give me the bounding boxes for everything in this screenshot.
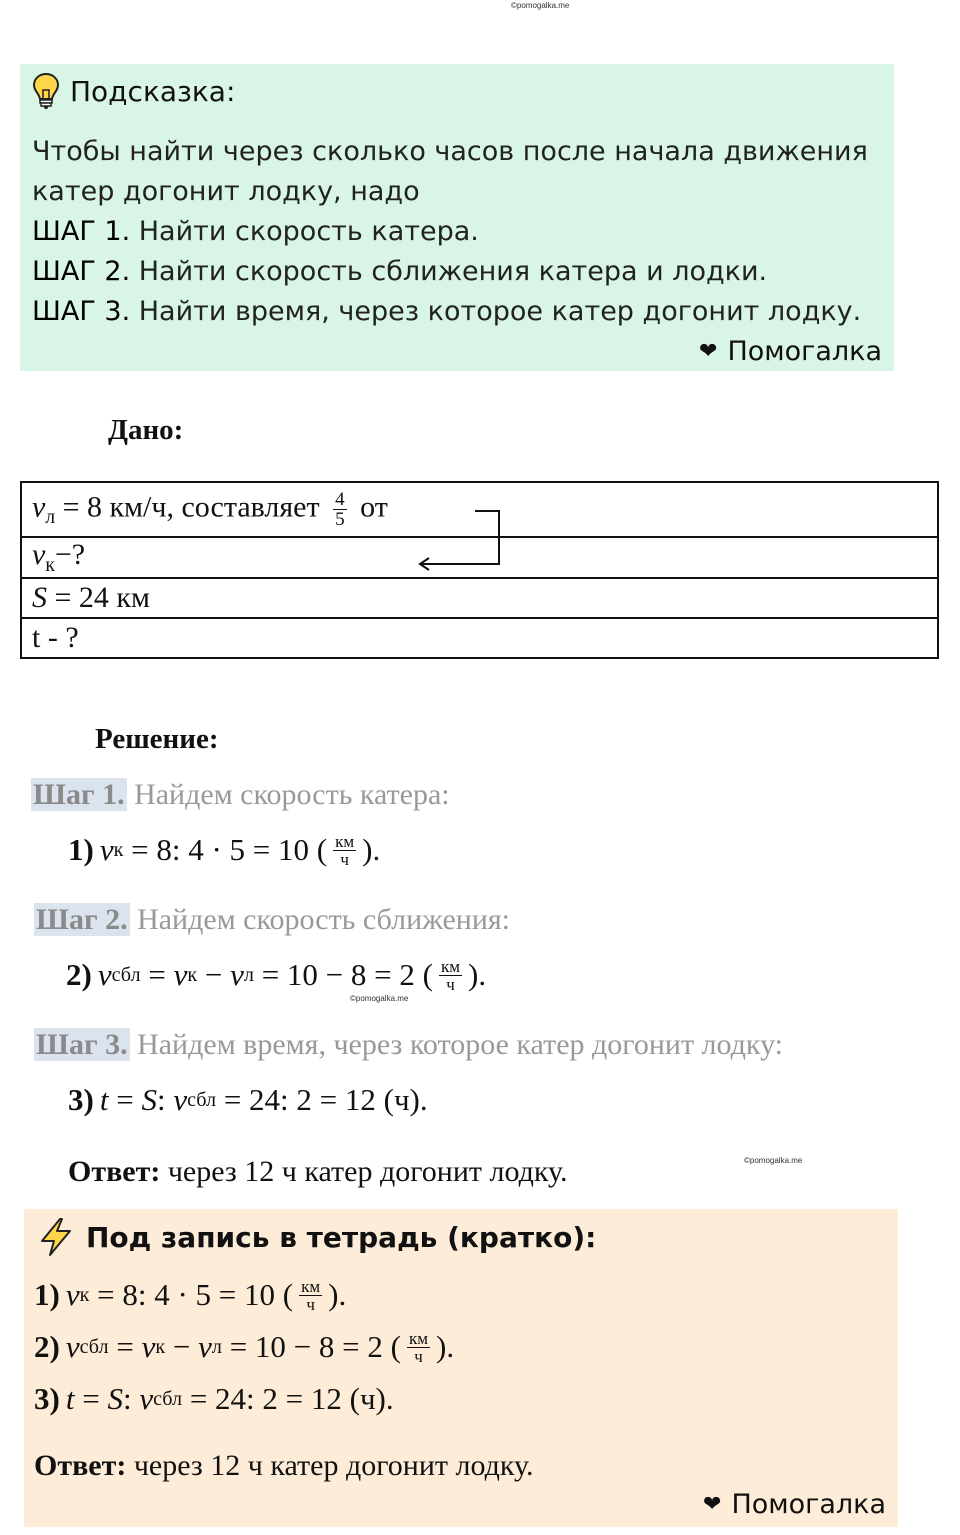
hint-brand bbox=[699, 336, 882, 367]
var-v: v bbox=[141, 1329, 156, 1364]
hint-step-3-label: ШАГ 3. bbox=[32, 296, 131, 327]
watermark-right: ©pomogalka.me bbox=[744, 1156, 803, 1165]
equation-number: 3) bbox=[68, 1082, 94, 1117]
equation-end: ). bbox=[436, 1329, 455, 1364]
equation-number: 1) bbox=[68, 832, 94, 867]
equation-rhs: = 8: 4 · 5 = 10 ( bbox=[123, 832, 328, 867]
given-row bbox=[21, 578, 938, 618]
operator: = bbox=[74, 1381, 108, 1416]
hint-step-3-text: Найти время, через которое катер догонит лодку. bbox=[130, 296, 862, 327]
step-1 bbox=[31, 778, 450, 812]
step-3-label: Шаг 3. bbox=[36, 1028, 128, 1061]
var-v: v bbox=[173, 957, 188, 992]
given-cell-time bbox=[21, 618, 938, 658]
hint-step-2-text: Найти скорость сближения катера и лодки. bbox=[130, 256, 768, 287]
lightbulb-icon bbox=[32, 72, 60, 110]
answer-text: через 12 ч катер догонит лодку. bbox=[126, 1449, 534, 1482]
var-v: v bbox=[99, 832, 114, 867]
var-sub: сбл bbox=[153, 1387, 183, 1410]
var-v: v bbox=[32, 538, 46, 571]
notebook-answer bbox=[34, 1449, 534, 1483]
unit-fraction bbox=[299, 1278, 322, 1313]
fraction-num: км bbox=[301, 1276, 321, 1296]
operator: : bbox=[156, 1082, 174, 1117]
answer-label: Ответ: bbox=[34, 1449, 127, 1482]
step-1-label: Шаг 1. bbox=[33, 778, 125, 811]
var-v: v bbox=[173, 1082, 188, 1117]
unit-fraction bbox=[439, 958, 462, 993]
heart-icon: ❤ bbox=[703, 1492, 722, 1517]
notebook-title-text: Под запись в тетрадь (кратко): bbox=[86, 1220, 597, 1254]
step-3-text: Найдем время, через которое катер догонит лодку: bbox=[129, 1028, 784, 1061]
equation-rhs: = 24: 2 = 12 (ч). bbox=[216, 1082, 428, 1117]
fraction-num: 4 bbox=[335, 488, 345, 510]
equation-number: 1) bbox=[34, 1277, 60, 1312]
var-v: v bbox=[97, 957, 112, 992]
step-2-text: Найдем скорость сближения: bbox=[129, 903, 511, 936]
unit-fraction bbox=[333, 833, 356, 868]
operator: − bbox=[165, 1329, 199, 1364]
var-sub: к bbox=[155, 1335, 166, 1358]
fraction bbox=[333, 490, 347, 529]
answer-label: Ответ: bbox=[68, 1155, 161, 1188]
hint-step-2 bbox=[32, 252, 868, 292]
fraction-num: км bbox=[335, 831, 355, 851]
solution-answer bbox=[68, 1155, 568, 1189]
given-cell-distance bbox=[21, 578, 938, 618]
watermark-top: ©pomogalka.me bbox=[511, 1, 570, 10]
notebook-box bbox=[24, 1209, 898, 1527]
answer-text: через 12 ч катер догонит лодку. bbox=[160, 1155, 568, 1188]
hint-step-2-label: ШАГ 2. bbox=[32, 256, 131, 287]
equation-rhs: = 10 − 8 = 2 ( bbox=[253, 957, 433, 992]
hint-body bbox=[32, 132, 868, 332]
hint-step-3 bbox=[32, 292, 868, 332]
var-sub: к bbox=[45, 554, 55, 576]
hint-step-1-label: ШАГ 1. bbox=[32, 216, 131, 247]
var-v: v bbox=[32, 490, 46, 524]
step-3 bbox=[34, 1028, 783, 1062]
equation-number: 2) bbox=[34, 1329, 60, 1364]
lightning-icon bbox=[36, 1217, 76, 1257]
given-tail: от bbox=[352, 490, 388, 524]
var-sub: сбл bbox=[111, 963, 141, 986]
equation-rhs: = 10 − 8 = 2 ( bbox=[221, 1329, 401, 1364]
hint-title bbox=[32, 72, 235, 110]
hint-title-text: Подсказка: bbox=[70, 74, 236, 108]
step-2 bbox=[34, 903, 510, 937]
step-2-label: Шаг 2. bbox=[36, 903, 128, 936]
hint-line-2: катер догонит лодку, надо bbox=[32, 176, 420, 207]
var-s: S bbox=[141, 1082, 157, 1117]
step-1-text: Найдем скорость катера: bbox=[126, 778, 450, 811]
equation-end: ). bbox=[362, 832, 381, 867]
heart-icon: ❤ bbox=[699, 339, 718, 364]
equation-2 bbox=[66, 957, 486, 993]
equation-rhs: = 8: 4 · 5 = 10 ( bbox=[89, 1277, 294, 1312]
operator: = bbox=[108, 1082, 142, 1117]
given-row bbox=[21, 618, 938, 658]
fraction-den: ч bbox=[340, 849, 349, 869]
fraction-den: ч bbox=[446, 974, 455, 994]
notebook-equation-2 bbox=[34, 1329, 454, 1365]
arrow-icon bbox=[415, 506, 505, 572]
equation-1 bbox=[68, 832, 380, 868]
equation-3 bbox=[68, 1082, 428, 1118]
var-sub: к bbox=[79, 1283, 90, 1306]
unit-fraction bbox=[407, 1330, 430, 1365]
var-t: t bbox=[65, 1381, 75, 1416]
fraction-num: км bbox=[408, 1328, 428, 1348]
var-v: v bbox=[65, 1329, 80, 1364]
var-v: v bbox=[139, 1381, 154, 1416]
var-v: v bbox=[65, 1277, 80, 1312]
notebook-equation-1 bbox=[34, 1277, 346, 1313]
fraction-den: 5 bbox=[335, 508, 345, 530]
watermark-mid: ©pomogalka.me bbox=[350, 994, 409, 1003]
given-text: = 24 км bbox=[47, 580, 150, 614]
var-sub: сбл bbox=[187, 1088, 217, 1111]
var-t: t bbox=[99, 1082, 109, 1117]
var-sub: л bbox=[243, 963, 254, 986]
given-text: −? bbox=[54, 538, 86, 571]
equation-rhs: = 24: 2 = 12 (ч). bbox=[182, 1381, 394, 1416]
var-sub: л bbox=[211, 1335, 222, 1358]
equation-end: ). bbox=[468, 957, 487, 992]
operator: = bbox=[108, 1329, 142, 1364]
notebook-title bbox=[36, 1217, 596, 1257]
var-v: v bbox=[198, 1329, 212, 1364]
hint-step-1 bbox=[32, 212, 868, 252]
solution-title: Решение: bbox=[95, 723, 219, 755]
notebook-equation-3 bbox=[34, 1381, 394, 1417]
given-title: Дано: bbox=[108, 414, 184, 446]
equation-number: 3) bbox=[34, 1381, 60, 1416]
fraction-den: ч bbox=[414, 1346, 423, 1366]
notebook-brand-text: Помогалка bbox=[731, 1489, 886, 1520]
var-s: S bbox=[32, 580, 47, 614]
fraction-num: км bbox=[440, 956, 460, 976]
var-sub: сбл bbox=[79, 1335, 109, 1358]
hint-step-1-text: Найти скорость катера. bbox=[130, 216, 479, 247]
operator: − bbox=[197, 957, 231, 992]
var-sub: к bbox=[113, 838, 124, 861]
var-s: S bbox=[107, 1381, 123, 1416]
hint-box bbox=[20, 64, 894, 371]
var-sub: л bbox=[45, 507, 56, 529]
equation-number: 2) bbox=[66, 957, 92, 992]
var-sub: к bbox=[187, 963, 198, 986]
operator: : bbox=[122, 1381, 140, 1416]
equation-end: ). bbox=[328, 1277, 347, 1312]
var-v: v bbox=[230, 957, 244, 992]
notebook-brand bbox=[703, 1489, 886, 1520]
operator: = bbox=[140, 957, 174, 992]
hint-brand-text: Помогалка bbox=[727, 336, 882, 367]
hint-line-1: Чтобы найти через сколько часов после начала движения bbox=[32, 136, 868, 167]
given-text: = 8 км/ч, составляет bbox=[55, 490, 328, 524]
fraction-den: ч bbox=[306, 1294, 315, 1314]
given-text: t - ? bbox=[32, 620, 79, 654]
